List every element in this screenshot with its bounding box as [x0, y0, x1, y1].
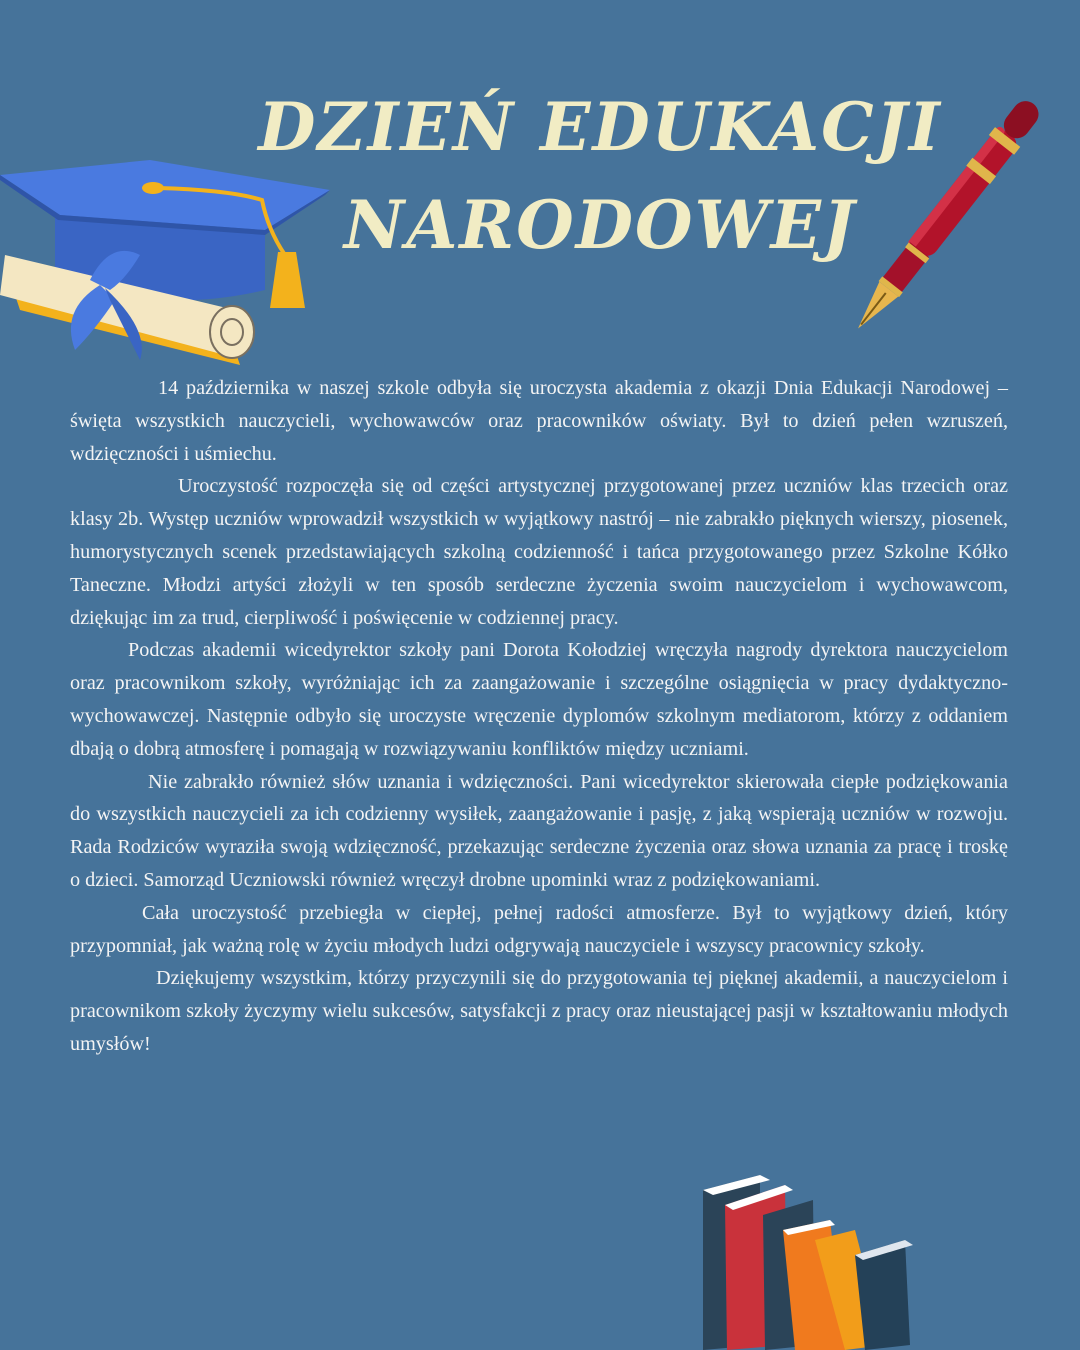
article-paragraph: Uroczystość rozpoczęła się od części artystycznej przygotowanej przez uczniów klas trzecich oraz klasy 2b. Występ uczniów wprowadził wszystkich w wyjątkowy nastrój – nie zabrakło pięknych wierszy, piosenek, humorystycznych scenek przedstawiających szkolną codzienność i tańca przygotowanego przez Szkolne Kółko Taneczne. Młodzi artyści złożyli w ten sposób serdeczne życzenia swoim nauczycielom i wychowawcom, dziękując im za trud, cierpliwość i poświęcenie w codziennej pracy.: [70, 475, 1008, 629]
title-line-1: DZIEŃ EDUKACJI: [258, 88, 942, 166]
article-paragraph: Cała uroczystość przebiegła w ciepłej, pełnej radości atmosferze. Był to wyjątkowy dzień, który przypomniał, jak ważną rolę w życiu młodych ludzi odgrywają nauczyciele i wszyscy pracownicy szkoły.: [70, 901, 1008, 957]
article-paragraph: Nie zabrakło również słów uznania i wdzięczności. Pani wicedyrektor skierowała ciepłe podziękowania do wszystkich nauczycieli za ich codzienny wysiłek, zaangażowanie i pasję, z jaką wspierają uczniów w rozwoju. Rada Rodziców wyraziła swoją wdzięczność, przekazując serdeczne życzenia oraz słowa uznania za pracę i troskę o dzieci. Samorząd Uczniowski również wręczył drobne upominki wraz z podziękowaniami.: [70, 770, 1008, 891]
graduation-cap-icon: [0, 160, 340, 370]
title-line-2: NARODOWEJ: [343, 186, 857, 264]
books-icon: [695, 1160, 925, 1350]
article-body: [70, 372, 1008, 1061]
article-paragraph: 14 października w naszej szkole odbyła się uroczysta akademia z okazji Dnia Edukacji Narodowej – święta wszystkich nauczycieli, wychowawców oraz pracowników oświaty. Był to dzień pełen wzruszeń, wdzięczności i uśmiechu.: [70, 377, 1008, 465]
article-paragraph: Podczas akademii wicedyrektor szkoły pani Dorota Kołodziej wręczyła nagrody dyrektora nauczycielom oraz pracownikom szkoły, wyróżniając ich za zaangażowanie i szczególne osiągnięcia w pracy dydaktyczno-wychowawczej. Następnie odbyło się uroczyste wręczenie dyplomów szkolnym mediatorom, którzy z oddaniem dbają o dobrą atmosferę i pomagają w rozwiązywaniu konfliktów między uczniami.: [70, 639, 1008, 760]
article-paragraph: Dziękujemy wszystkim, którzy przyczynili się do przygotowania tej pięknej akademii, a nauczycielom i pracownikom szkoły życzymy wielu sukcesów, satysfakcji z pracy oraz nieustającej pasji w kształtowaniu młodych umysłów!: [70, 967, 1008, 1055]
fountain-pen-icon: [800, 100, 1070, 360]
